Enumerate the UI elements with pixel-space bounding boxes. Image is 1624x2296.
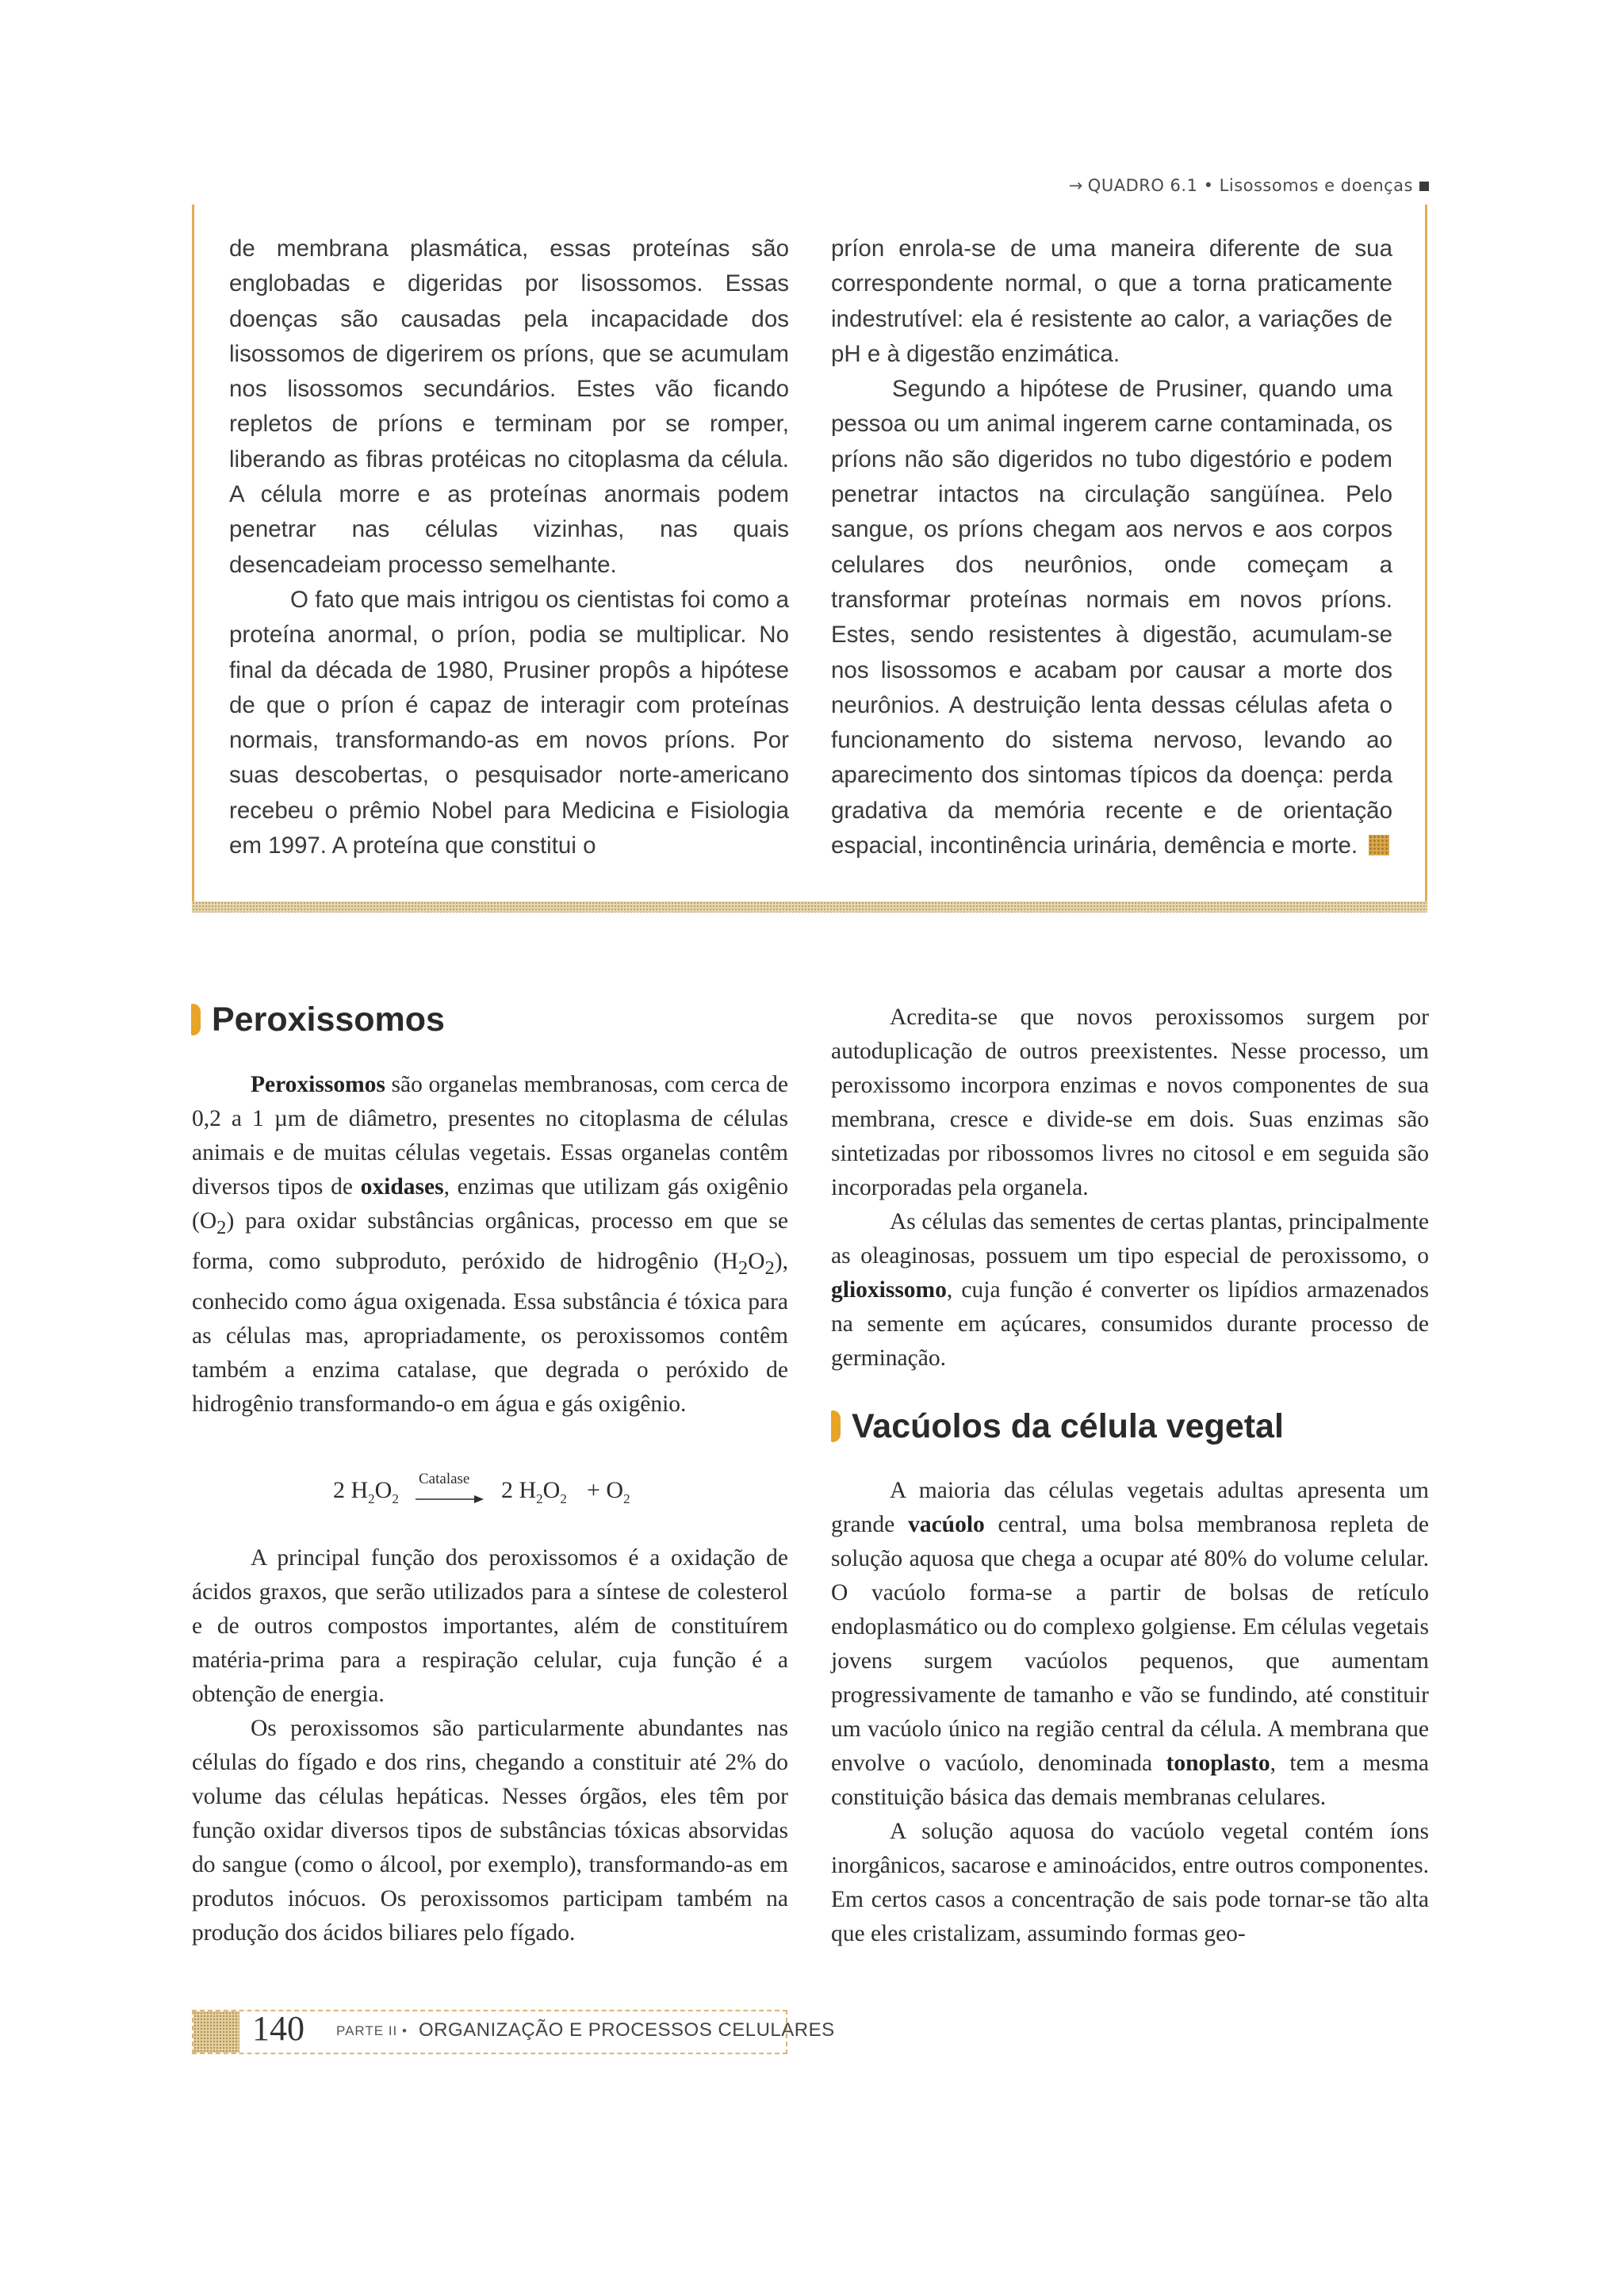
term-oxidases: oxidases [360,1174,444,1200]
paragraph-vacuolo-solution: A solução aquosa do vacúolo vegetal contém íons inorgânicos, sacarose e aminoácidos, entre outros componentes. Em certos casos a concentração de sais pode tornar-se tão alta que eles cristalizam, assumindo formas geo- [831,1819,1429,1946]
section-title-vacuolos [831,1407,1284,1446]
text-run: , enzimas que utilizam gás oxigênio (O [192,1174,788,1234]
section-title-text: Vacúolos da célula vegetal [852,1407,1284,1445]
footer-part-title: ORGANIZAÇÃO E PROCESSOS CELULARES [419,2019,835,2041]
reaction-arrow-icon [416,1494,484,1504]
subscript: 2 [536,1491,543,1506]
subscript: 2 [392,1491,399,1506]
box-left-rule [192,205,194,910]
box-paragraph: príon enrola-se de uma maneira diferente de sua correspondente normal, o que a torna praticamente indestrutível: ela é resistente ao calor, a variações de pH e à digestão enzimática. [831,235,1392,367]
end-of-box-icon [1369,835,1389,855]
subscript: 2 [216,1216,227,1238]
subscript: 2 [623,1491,630,1506]
text-run: , cuja função é converter os lipídios armazenados na semente em açúcares, consumidos durante processo de germinação. [831,1277,1429,1371]
text-run: + O [587,1477,624,1503]
text-run: são organelas membranosas, com cerca de 0,2 a 1 µm de diâmetro, presentes no citoplasma de células animais e de muitas células vegetais. Essas organelas contêm diversos tipos de [192,1072,788,1200]
box-paragraph-text: Segundo a hipótese de Prusiner, quando uma pessoa ou um animal ingerem carne contaminada, os príons não são digeridos no tubo digestório e podem penetrar intactos na circulação sangüínea. Pelo sangue, os príons chegam aos nervos e aos corpos celulares dos neurônios, onde começam a transformar proteínas normais em novos príons. Estes, sendo resistentes à digestão, acumulam-se nos lisossomos e acabam por causar a morte dos neurônios. A destruição lenta dessas células afeta o funcionamento do sistema nervoso, levando ao aparecimento dos sintomas típicos da doença: perda gradativa da memória recente e de orientação espacial, incontinência urinária, demência e morte. [831,376,1392,859]
peroxissomos-intro [192,1068,788,1422]
text-run: central, uma bolsa membranosa repleta de solução aquosa que chega a ocupar até 80% do volume celular. O vacúolo forma-se a partir de bolsas de retículo endoplasmático ou do complexo golgiense. Em células vegetais jovens surgem vacúolos pequenos, que aumentam progressivamente de tamanho e vão se fundindo, até constituir um vacúolo único na região central da célula. A membrana que envolve o vacúolo, denominada [831,1512,1430,1776]
arrow-icon: → [1068,176,1083,195]
running-header-label: QUADRO 6.1 • Lisossomos e doenças [1087,176,1413,195]
subscript: 2 [764,1257,775,1279]
subscript: 2 [368,1491,375,1506]
running-header [1063,176,1429,195]
paragraph-autoduplication: Acredita-se que novos peroxissomos surgem por autoduplicação de outros preexistentes. Nesse processo, um peroxissomo incorpora enzimas e novos componentes de sua membrana, cresce e divide-se em dois. Suas enzimas são sintetizadas por ribossomos livres no citosol e em seguida são incorporadas pela organela. [831,1004,1429,1200]
text-run: ) para oxidar substâncias orgânicas, processo em que se forma, como subproduto, peróxido de hidrogênio (H [192,1208,788,1274]
chemical-equation [333,1471,666,1518]
paragraph-glioxissomo [831,1205,1429,1376]
paragraph-liver-kidney: Os peroxissomos são particularmente abundantes nas células do fígado e dos rins, chegando a constituir até 2% do volume das células hepáticas. Nesses órgãos, eles têm por função oxidar diversos tipos de substâncias tóxicas absorvidas do sangue (como o álcool, por exemplo), transformando-as em produtos inócuos. Os peroxissomos participam também na produção dos ácidos biliares pelo fígado. [192,1716,788,1946]
vacuolos-body [831,1474,1429,1951]
square-bullet-icon [1419,182,1429,191]
equation-oxygen [587,1477,630,1507]
equation-product [501,1477,567,1507]
section-title-peroxissomos [191,1001,445,1039]
text-run: ), conhecido como água oxigenada. Essa substância é tóxica para as células mas, apropriadamente, os peroxissomos contêm também a enzima catalase, que degrada o peróxido de hidrogênio transformando-o em água e gás oxigênio. [192,1248,788,1417]
paragraph-peroxissomos-definition [192,1068,788,1422]
section-marker-icon [191,1004,201,1035]
box-paragraph: de membrana plasmática, essas proteínas são englobadas e digeridas por lisossomos. Essas doenças são causadas pela incapacidade dos lisossomos de digerirem os príons, que se acumulam nos lisossomos secundários. Estes vão ficando repletos de príons e terminam por se romper, liberando as fibras protéicas no citoplasma da célula. A célula morre e as proteínas anormais podem penetrar nas células vizinhas, nas quais desencadeiam processo semelhante. [229,235,789,578]
page-number: 140 [252,2009,304,2048]
box-paragraph: O fato que mais intrigou os cientistas foi como a proteína anormal, o príon, podia se multiplicar. No final da década de 1980, Prusiner propôs a hipótese de que o príon é capaz de interagir com proteínas normais, transformando-as em novos príons. Por suas descobertas, o pesquisador norte-americano recebeu o prêmio Nobel para Medicina e Fisiologia em 1997. A proteína que constitui o [229,586,789,859]
equation-catalyst: Catalase [419,1471,470,1487]
box-bottom-band [192,901,1427,913]
text-run: O [374,1477,393,1503]
footer-pattern [193,2011,239,2053]
text-run: 2 H [333,1477,369,1503]
equation-reactant [333,1477,399,1507]
peroxissomos-origin [831,1001,1429,1376]
text-run: , tem a mesma constituição básica das demais membranas celulares. [831,1751,1429,1810]
box-right-rule [1425,205,1427,910]
peroxissomos-functions [192,1541,788,1950]
term-vacuolo: vacúolo [908,1512,985,1537]
term-tonoplasto: tonoplasto [1166,1751,1270,1776]
term-glioxissomo: glioxissomo [831,1277,947,1303]
subscript: 2 [560,1491,567,1506]
text-run: 2 H [501,1477,537,1503]
footer-part-label: PARTE II • [336,2023,408,2038]
box-column-right [831,232,1392,863]
text-run: O [542,1477,561,1503]
section-title-text: Peroxissomos [212,1001,445,1039]
section-marker-icon [831,1410,841,1442]
text-run: As células das sementes de certas plantas, principalmente as oleaginosas, possuem um tipo especial de peroxissomo, o [831,1209,1429,1269]
term-peroxissomos: Peroxissomos [251,1072,385,1097]
box-paragraph-last [831,372,1392,863]
paragraph-main-function: A principal função dos peroxissomos é a oxidação de ácidos graxos, que serão utilizados para a síntese de colesterol e de outros compostos importantes, além de constituírem matéria-prima para a respiração celular, cuja função é a obtenção de energia. [192,1545,788,1707]
text-run: A maioria das células vegetais adultas apresenta um grande [831,1478,1429,1537]
paragraph-vacuolo-definition [831,1474,1429,1815]
text-run: O [748,1248,765,1274]
box-column-left [229,232,789,863]
subscript: 2 [737,1257,749,1279]
